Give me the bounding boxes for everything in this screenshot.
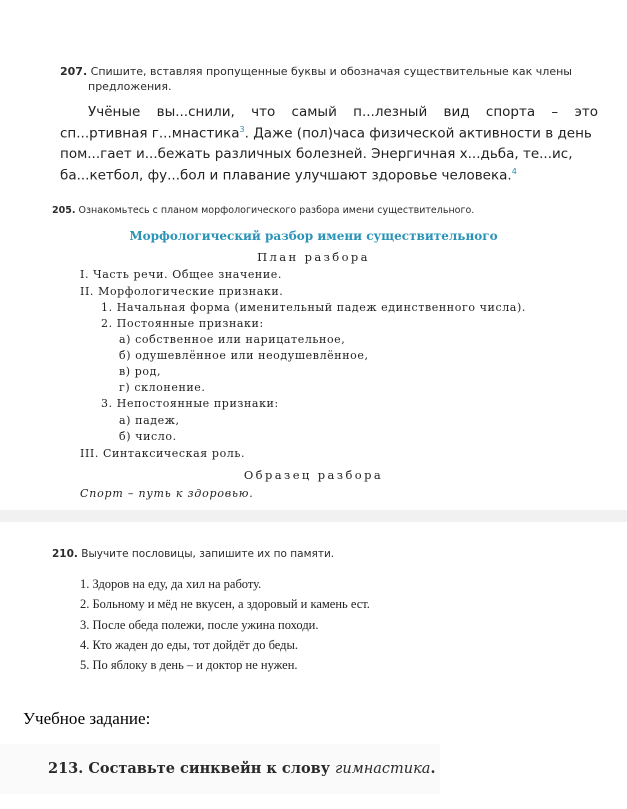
text-segment: сп...ртивная г...мнастика	[60, 125, 240, 142]
word: это	[574, 104, 598, 120]
task-205-instruction-text: Ознакомьтесь с планом морфологического разбора имени существительного.	[78, 205, 475, 216]
proverb-item: 5. По яблоку в день – и доктор не нужен.	[80, 658, 298, 672]
plan-item: 1. Начальная форма (именительный падеж единственного числа).	[101, 301, 526, 314]
word: спорта	[485, 104, 536, 120]
task-207-text-line1	[88, 104, 598, 120]
task-207-number: 207.	[60, 65, 88, 78]
text-segment: . Даже (пол)часа физической активности в день	[244, 125, 592, 142]
parse-title: Морфологический разбор имени существительного	[129, 229, 498, 243]
sample-heading: Образец разбора	[243, 468, 384, 482]
plan-item: б) одушевлённое или неодушевлённое,	[119, 349, 369, 362]
task-213-instruction	[48, 760, 436, 777]
word: самый	[291, 104, 337, 120]
task-207-text-line4	[60, 167, 517, 184]
proverb-item: 1. Здоров на еду, да хил на работу.	[80, 577, 262, 591]
task-213-end: .	[430, 760, 436, 777]
task-207-instruction-line2: предложения.	[88, 80, 172, 93]
task-207-instruction	[60, 64, 572, 79]
plan-item: III. Синтаксическая роль.	[80, 447, 246, 460]
assignment-caption: Учебное задание:	[23, 709, 151, 728]
task-205-number: 205.	[52, 205, 76, 216]
task-207-instruction-line1: Спишите, вставляя пропущенные буквы и обозначая существительные как члены	[90, 65, 572, 78]
task-210-instruction	[52, 548, 334, 560]
word: п...лезный	[353, 104, 428, 120]
word: вы...снили,	[156, 104, 235, 120]
task-207-text-line2	[60, 125, 592, 142]
plan-item: 2. Постоянные признаки:	[101, 317, 264, 330]
footnote-marker[interactable]: 3	[239, 125, 245, 134]
task-207-panel	[0, 0, 627, 195]
plan-item: 3. Непостоянные признаки:	[101, 397, 279, 410]
plan-item: а) собственное или нарицательное,	[119, 333, 346, 346]
task-213-word: гимнастика	[335, 761, 431, 777]
footnote-marker[interactable]: 4	[511, 167, 517, 176]
task-213-number: 213.	[48, 760, 84, 777]
word: что	[251, 104, 276, 120]
plan-item: г) склонение.	[119, 381, 206, 394]
proverb-item: 3. После обеда полежи, после ужина походи.	[80, 618, 319, 632]
task-213-text: Составьте синквейн к слову	[88, 760, 330, 777]
plan-item: I. Часть речи. Общее значение.	[80, 268, 283, 281]
text-segment: ба...кетбол, фу...бол и плавание улучшают здоровье человека.	[60, 167, 512, 184]
plan-item: б) число.	[119, 430, 177, 443]
proverb-item: 2. Больному и мёд не вкусен, а здоровый и камень ест.	[80, 597, 370, 611]
task-205-instruction	[52, 205, 474, 216]
word: –	[551, 104, 559, 120]
proverb-item: 4. Кто жаден до еды, тот дойдёт до беды.	[80, 638, 299, 652]
plan-item: II. Морфологические признаки.	[80, 285, 284, 298]
plan-item: а) падеж,	[119, 414, 180, 427]
plan-item: в) род,	[119, 365, 162, 378]
word: вид	[443, 104, 470, 120]
task-210-number: 210.	[52, 548, 78, 560]
task-207-text-line3: пом...гает и...бежать различных болезней. Энергичная х...дьба, те...ис,	[60, 146, 573, 162]
word: Учёные	[88, 104, 141, 120]
section-divider	[0, 510, 627, 522]
sample-sentence: Спорт – путь к здоровью.	[80, 487, 254, 500]
plan-heading: План разбора	[257, 250, 370, 264]
task-210-instruction-text: Выучите пословицы, запишите их по памяти.	[81, 548, 335, 560]
